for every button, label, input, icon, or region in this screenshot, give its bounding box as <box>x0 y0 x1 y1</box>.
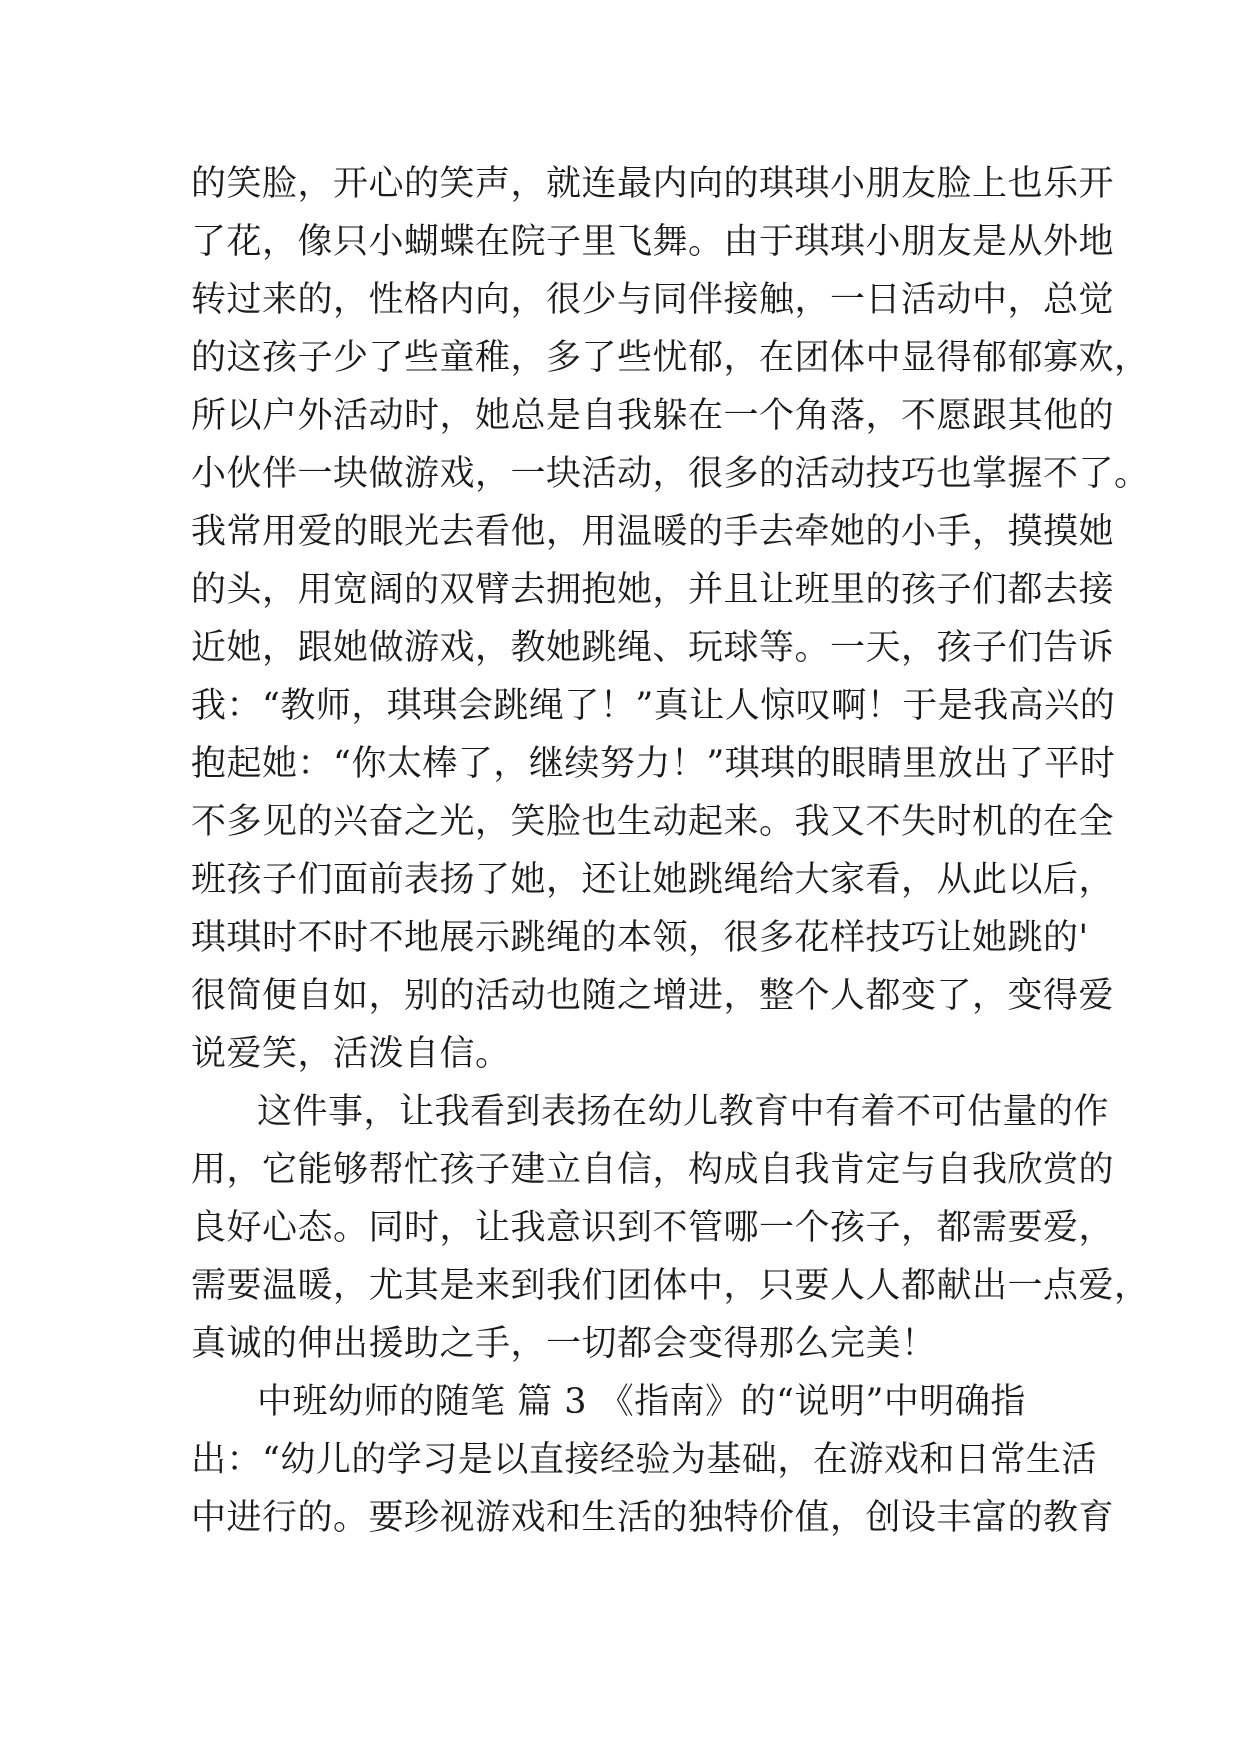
text-line-11: 抱起她：“你太棒了，继续努力！”琪琪的眼睛里放出了平时 <box>191 744 1116 784</box>
text-line-10: 我：“教师，琪琪会跳绳了！”真让人惊叹啊！于是我高兴的 <box>191 686 1116 726</box>
text-line-17: 这件事，让我看到表扬在幼儿教育中有着不可估量的作 <box>257 1092 1110 1132</box>
text-line-18: 用，它能够帮忙孩子建立自信，构成自我肯定与自我欣赏的 <box>191 1150 1115 1190</box>
text-line-5: 所以户外活动时，她总是自我躲在一个角落，不愿跟其他的 <box>191 396 1115 436</box>
text-line-4: 的这孩子少了些童稚，多了些忧郁，在团体中显得郁郁寡欢， <box>191 338 1150 378</box>
text-line-12: 不多见的兴奋之光，笑脸也生动起来。我又不失时机的在全 <box>191 802 1115 842</box>
text-line-9: 近她，跟她做游戏，教她跳绳、玩球等。一天，孩子们告诉 <box>191 628 1115 668</box>
text-line-6: 小伙伴一块做游戏，一块活动，很多的活动技巧也掌握不了。 <box>191 454 1150 494</box>
text-line-13: 班孩子们面前表扬了她，还让她跳绳给大家看，从此以后， <box>191 860 1115 900</box>
text-line-8: 的头，用宽阔的双臂去拥抱她，并且让班里的孩子们都去接 <box>191 570 1115 610</box>
text-line-15: 很简便自如，别的活动也随之增进，整个人都变了，变得爱 <box>191 976 1115 1016</box>
text-line-14: 琪琪时不时不地展示跳绳的本领，很多花样技巧让她跳的' <box>191 918 1089 958</box>
text-line-16: 说爱笑，活泼自信。 <box>191 1034 511 1074</box>
text-line-24: 中进行的。要珍视游戏和生活的独特价值，创设丰富的教育 <box>191 1498 1115 1538</box>
text-line-20: 需要温暖，尤其是来到我们团体中，只要人人都献出一点爱， <box>191 1266 1150 1306</box>
text-line-22: 中班幼师的随笔 篇 3 《指南》的“说明”中明确指 <box>257 1382 1026 1422</box>
text-line-21: 真诚的伸出援助之手，一切都会变得那么完美！ <box>191 1324 937 1364</box>
text-line-7: 我常用爱的眼光去看他，用温暖的手去牵她的小手，摸摸她 <box>191 512 1115 552</box>
text-line-2: 了花，像只小蝴蝶在院子里飞舞。由于琪琪小朋友是从外地 <box>191 222 1115 262</box>
text-line-23: 出：“幼儿的学习是以直接经验为基础，在游戏和日常生活 <box>191 1440 1097 1480</box>
text-line-1: 的笑脸，开心的笑声，就连最内向的琪琪小朋友脸上也乐开 <box>191 164 1115 204</box>
text-line-3: 转过来的，性格内向，很少与同伴接触，一日活动中，总觉 <box>191 280 1115 320</box>
text-line-19: 良好心态。同时，让我意识到不管哪一个孩子，都需要爱， <box>191 1208 1115 1248</box>
